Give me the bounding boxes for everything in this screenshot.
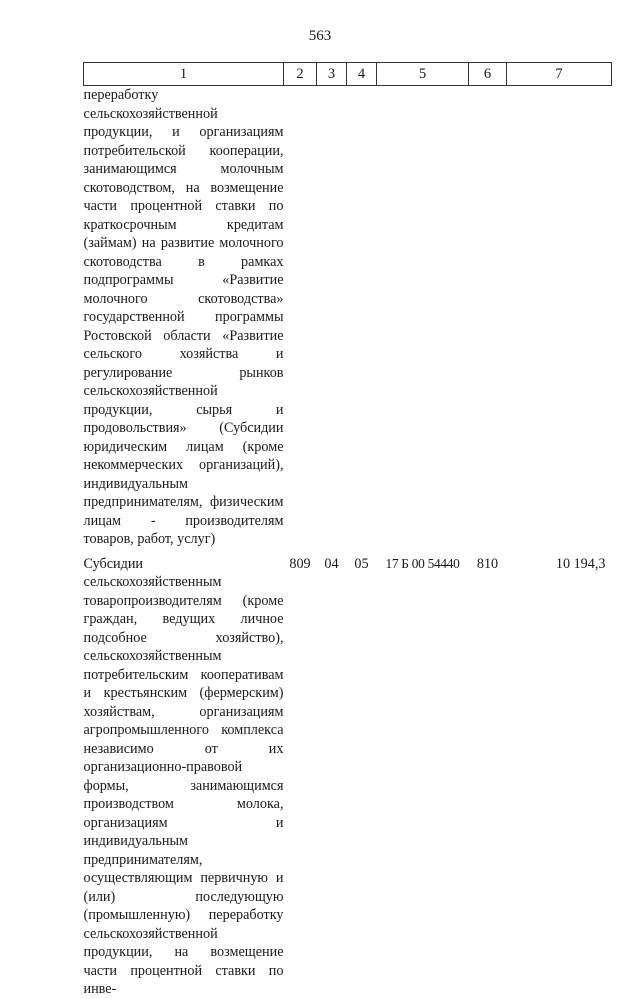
row-amount [507, 86, 612, 551]
row-description: Субсидии сельскохозяйственным товаропроизводителям (кроме граждан, ведущих личное подсобное хозяйство), сельскохозяйственным потребительским кооперативам и крестьянским (фермерским) хозяйствам, организациям агропромышленного комплекса независимо от их организационно-правовой формы, занимающимся производством молока, организациям и индивидуальным предпринимателям, осуществляющим первичную и (или) последующую (промышленную) переработку сельскохозяйственной продукции, на возмещение части процентной ставки по инве- [83, 555, 284, 997]
row-target-article: 17 Б 00 54440 [385, 555, 460, 571]
column-header-subsection: 4 [347, 63, 377, 86]
budget-table [83, 62, 612, 999]
column-header-section: 3 [317, 63, 347, 86]
row-amount: 10 194,3 [555, 555, 606, 572]
column-header-description: 1 [84, 63, 284, 86]
header-row [84, 63, 612, 86]
row-subsection: 05 [354, 555, 369, 572]
row-ministry: 809 [289, 555, 311, 572]
table-header [84, 63, 612, 86]
column-header-amount: 7 [507, 63, 612, 86]
column-header-ministry: 2 [284, 63, 317, 86]
page-number: 563 [308, 28, 332, 44]
row-ministry [284, 86, 317, 551]
row-target-article [377, 86, 469, 551]
row-expense-type [469, 86, 507, 551]
table-row [84, 86, 612, 551]
column-header-expense-type: 6 [469, 63, 507, 86]
row-description: переработку сельскохозяйственной продукции, и организациям потребительской кооперации, занимающимся молочным скотоводством, на возмещение части процентной ставки по краткосрочным кредитам (займам) на развитие молочного скотоводства в рамках подпрограммы «Развитие молочного скотоводства» государственной программы Ростовской области «Развитие сельского хозяйства и регулирование рынков сельскохозяйственной продукции, сырья и продовольствия» (Субсидии юридическим лицам (кроме некоммерческих организаций), индивидуальным предпринимателям, физическим лицам - производителям товаров, работ, услуг) [83, 87, 284, 547]
row-section: 04 [324, 555, 339, 572]
row-subsection [347, 86, 377, 551]
table-row [84, 551, 612, 999]
column-header-target-article: 5 [377, 63, 469, 86]
row-section [317, 86, 347, 551]
row-expense-type: 810 [476, 555, 499, 572]
